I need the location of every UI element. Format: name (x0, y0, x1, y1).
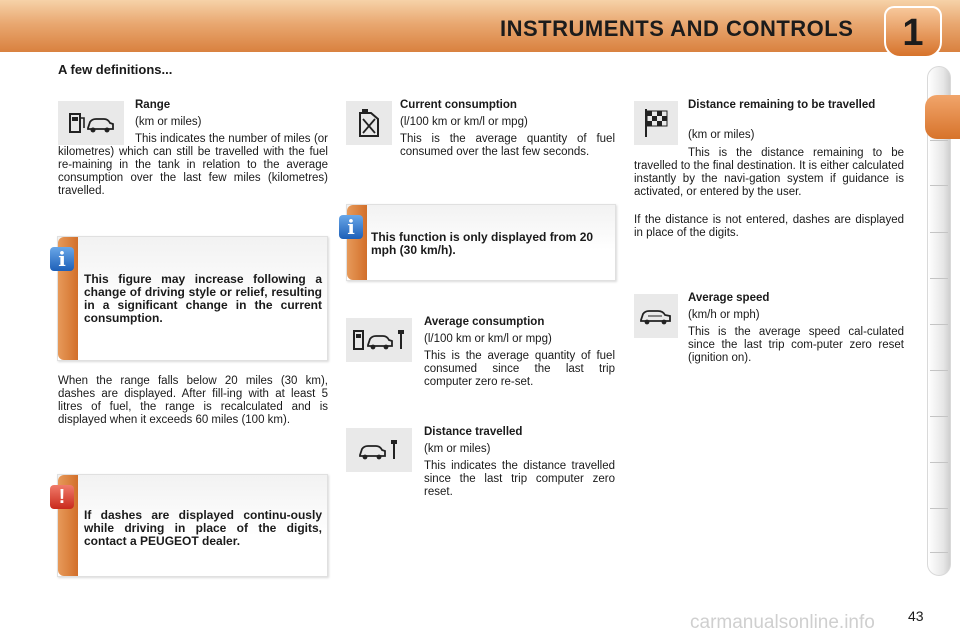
distance-remaining-description: This is the distance remaining to be travelled to the final destination. It is either calculated instantly by the navi-gation system if guidance is activated, or entered by the user. (634, 147, 904, 198)
warning-notice-dashes (57, 474, 328, 577)
side-tab-divider (930, 370, 948, 371)
average-consumption-title: Average consumption (424, 316, 545, 328)
side-tab-divider (930, 462, 948, 463)
side-tab-divider (930, 278, 948, 279)
average-consumption-unit: (l/100 km or km/l or mpg) (424, 333, 552, 345)
distance-travelled-unit: (km or miles) (424, 443, 491, 455)
range-dashes-text: When the range falls below 20 miles (30 km), dashes are displayed. After fill-ing with at least 5 litres of fuel, the range is recalculated and is displayed when it exceeds 60 miles (100 km). (58, 375, 328, 426)
average-speed-unit: (km/h or mph) (688, 309, 760, 321)
header-title: INSTRUMENTS AND CONTROLS (500, 16, 854, 41)
car-speed-icon (634, 294, 678, 338)
distance-remaining-note: If the distance is not entered, dashes are displayed in place of the digits. (634, 214, 904, 239)
watermark: carmanualsonline.info (690, 612, 875, 633)
range-title: Range (135, 99, 171, 111)
info-notice-function (346, 204, 616, 281)
side-tab-divider (930, 232, 948, 233)
side-tab-active (925, 95, 960, 139)
notice-function-text: This function is only displayed from 20 mph (30 km/h). (371, 230, 594, 257)
notice-figure-text: This figure may increase following a change of driving style or relief, resulting in a significant change in the current consumption. (84, 272, 322, 325)
chapter-side-rail (927, 66, 951, 576)
current-consumption-unit: (l/100 km or km/l or mpg) (400, 116, 528, 128)
fuel-pump-car-flag-icon (346, 318, 412, 362)
current-consumption-title: Current consumption (400, 99, 517, 111)
side-tab-divider (930, 416, 948, 417)
side-tab-divider (930, 140, 948, 141)
range-description: This indicates the number of miles (or kilometres) which can still be travelled with the fuel re-maining in the tank in relation to the average consumption over the last few miles (kilometres) travelled. (58, 133, 328, 197)
notice-warning-text: If dashes are displayed continu-ously while driving in place of the digits, contact a PEUGEOT dealer. (84, 508, 322, 548)
section-title: A few definitions... (58, 62, 173, 77)
chapter-number: 1 (902, 12, 924, 54)
checkered-flag-icon (634, 101, 678, 145)
distance-travelled-description: This indicates the distance travelled since the last trip computer zero reset. (424, 460, 615, 498)
range-unit: (km or miles) (135, 116, 202, 128)
car-flag-icon (346, 428, 412, 472)
average-speed-title: Average speed (688, 292, 770, 304)
distance-remaining-title: Distance remaining to be travelled (688, 99, 876, 111)
current-consumption-description: This is the average quantity of fuel consumed over the last few seconds. (400, 133, 615, 158)
info-notice-figure (57, 236, 328, 361)
warning-icon: ! (50, 485, 74, 509)
header-band (0, 0, 960, 52)
page-number: 43 (908, 608, 924, 624)
side-tab-divider (930, 324, 948, 325)
average-consumption-description: This is the average quantity of fuel consumed since the last trip computer zero re-set. (424, 350, 615, 388)
info-icon: i (339, 215, 363, 239)
side-tab-divider (930, 508, 948, 509)
side-tab-divider (930, 552, 948, 553)
chapter-tab (884, 6, 942, 58)
average-speed-description: This is the average speed cal-culated since the last trip com-puter zero reset (ignition on). (688, 326, 904, 364)
distance-remaining-unit: (km or miles) (688, 129, 755, 141)
distance-travelled-title: Distance travelled (424, 426, 523, 438)
side-tab-divider (930, 185, 948, 186)
fuel-can-icon (346, 101, 392, 145)
info-icon: i (50, 247, 74, 271)
